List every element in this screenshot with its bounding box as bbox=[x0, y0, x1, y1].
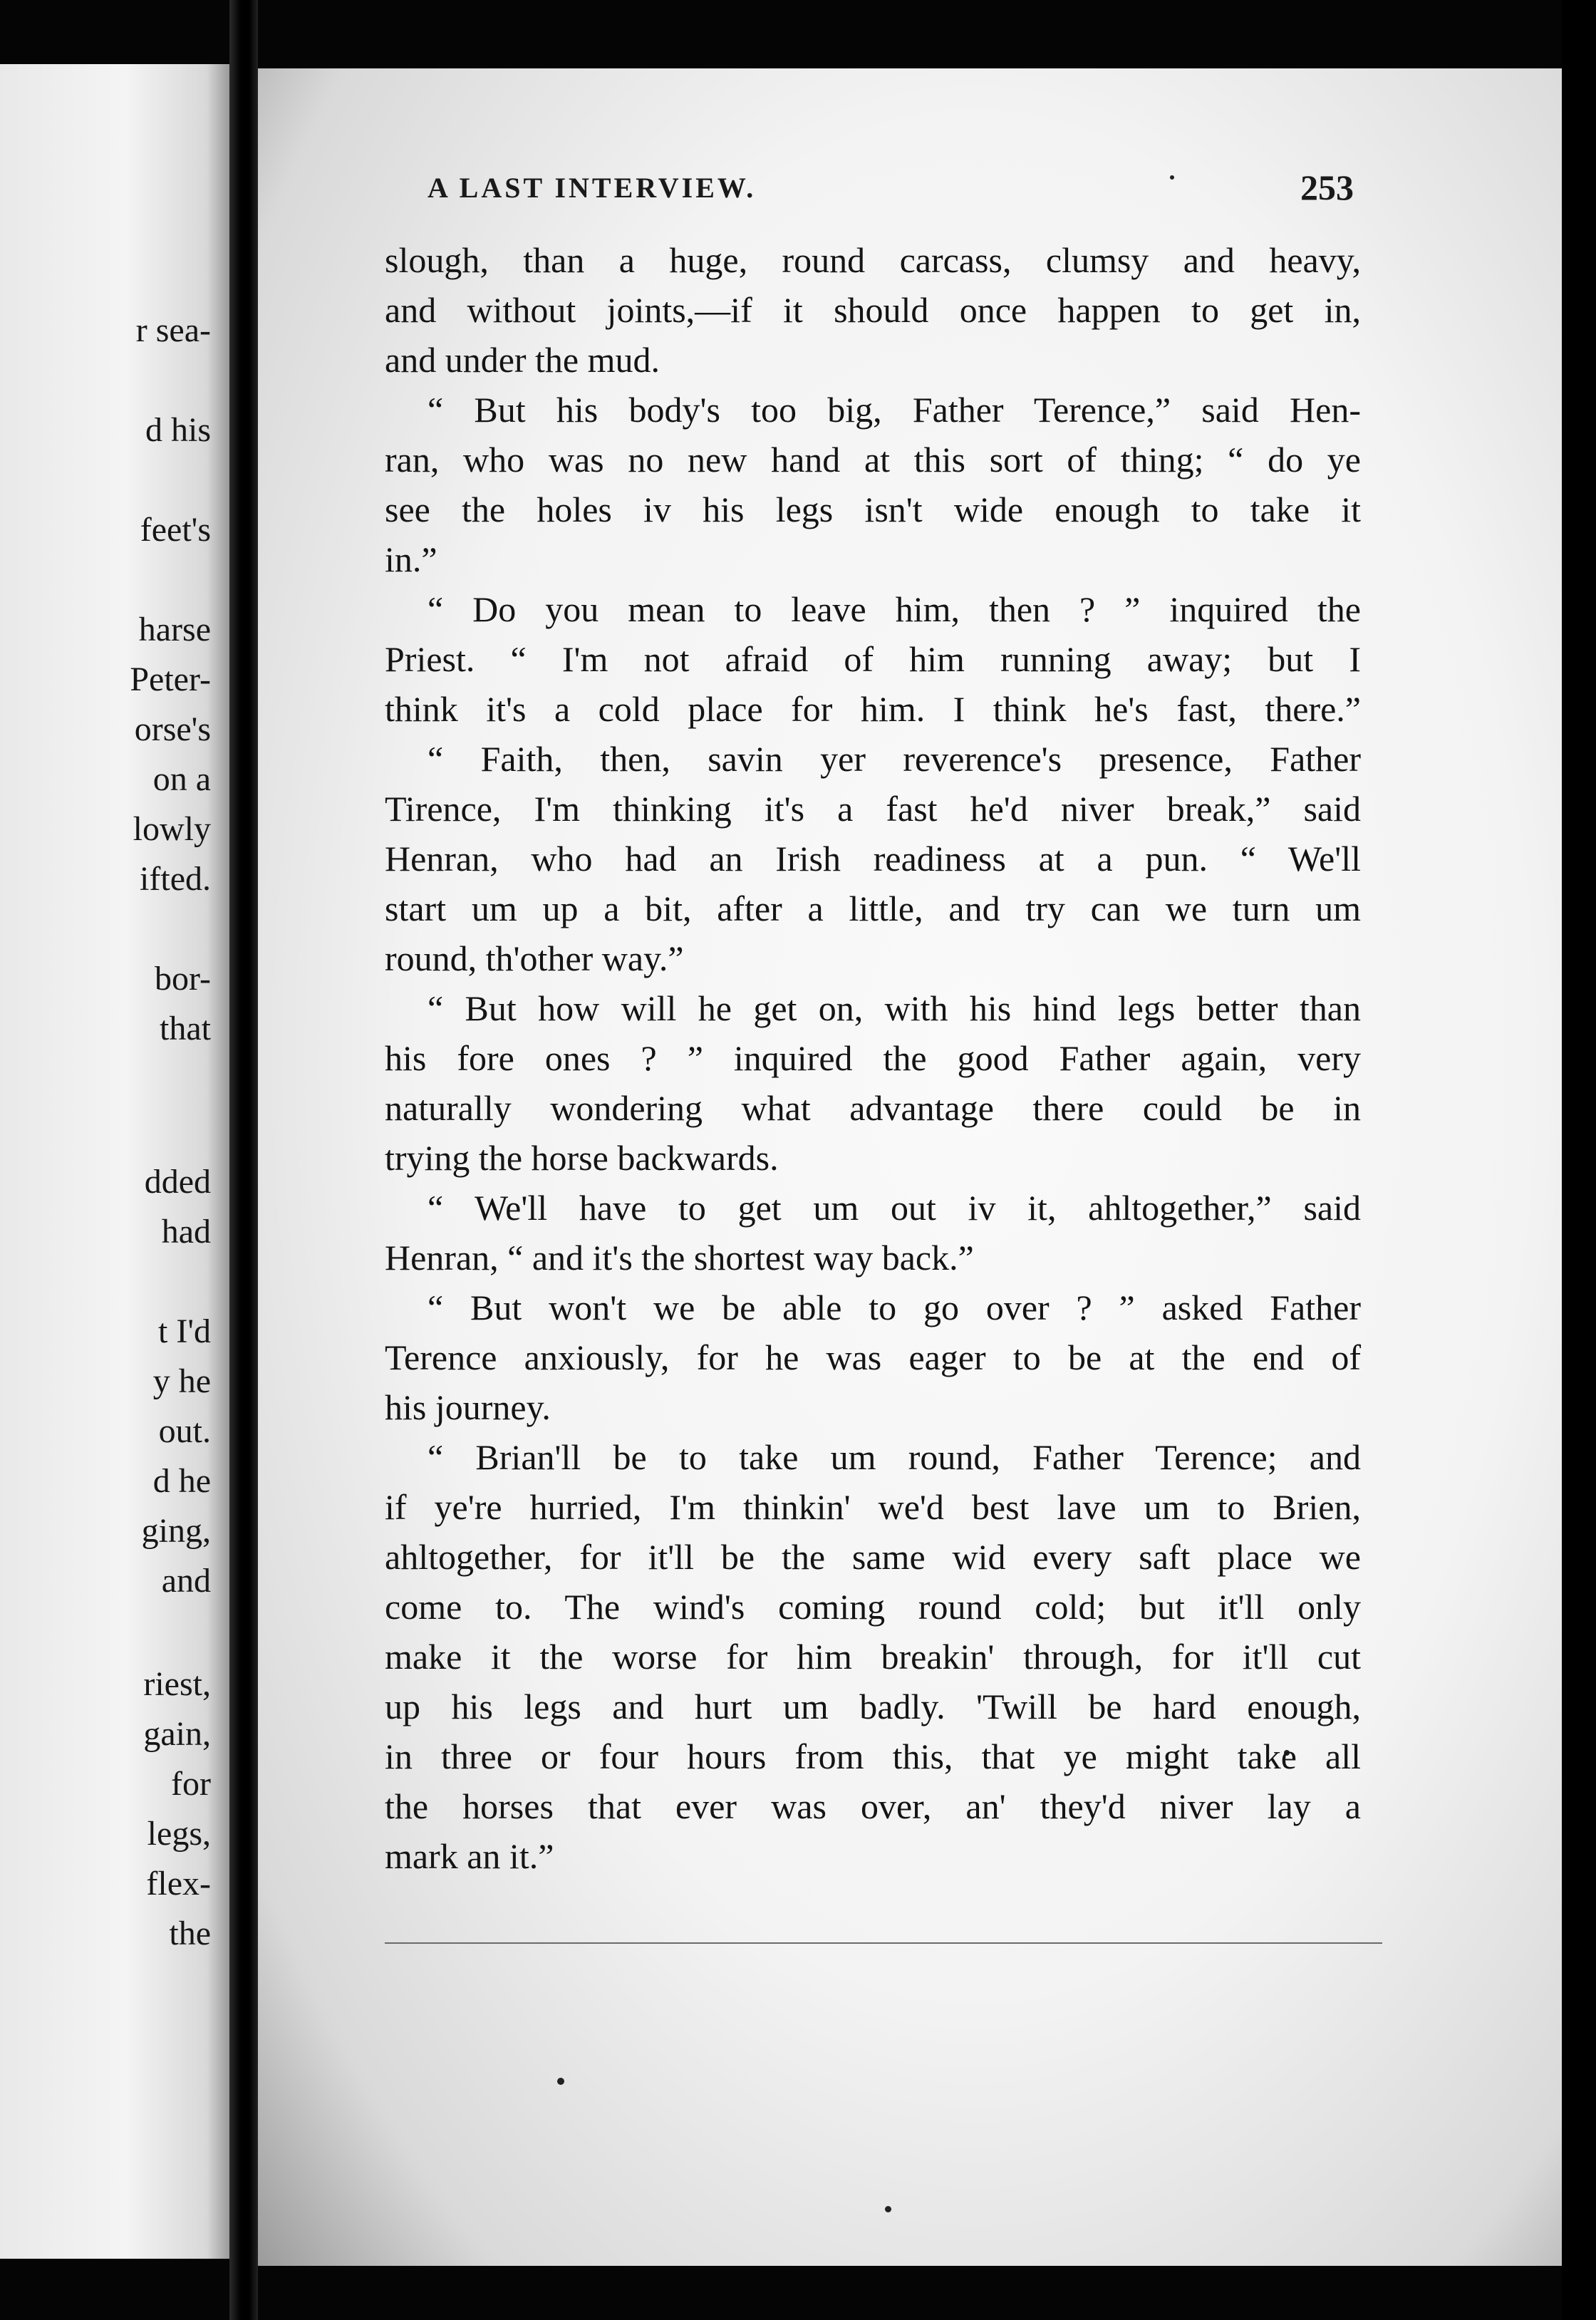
text-line: and under the mud. bbox=[385, 340, 660, 380]
text-line: his journey. bbox=[385, 1387, 551, 1427]
text-line: ahltogether, for it'll be the same wid every saft place we bbox=[385, 1537, 1361, 1577]
text-line: “ But his body's too big, Father Terence,” said Hen- bbox=[428, 390, 1361, 430]
text-line: “ But how will he get on, with his hind legs better than bbox=[428, 988, 1361, 1028]
text-line: Henran, who had an Irish readiness at a pun. “ We'll bbox=[385, 839, 1361, 879]
text-line: Henran, “ and it's the shortest way back.” bbox=[385, 1238, 974, 1278]
left-fragment: Peter- bbox=[130, 661, 211, 698]
text-line: naturally wondering what advantage there could be in bbox=[385, 1088, 1361, 1128]
left-fragment: orse's bbox=[134, 710, 211, 748]
left-fragment: d his bbox=[145, 411, 211, 449]
scan-border bbox=[1562, 0, 1596, 2320]
page-number: 253 bbox=[1300, 167, 1354, 207]
left-fragment: gain, bbox=[143, 1715, 211, 1753]
left-page-edge bbox=[0, 64, 229, 2259]
body-text bbox=[385, 235, 1361, 1881]
text-line: slough, than a huge, round carcass, clumsy and heavy, bbox=[385, 240, 1361, 280]
text-line: ran, who was no new hand at this sort of thing; “ do ye bbox=[385, 440, 1361, 480]
left-fragment: out. bbox=[158, 1412, 211, 1450]
running-header bbox=[428, 167, 1354, 221]
left-fragment: d he bbox=[152, 1462, 211, 1500]
left-fragment: feet's bbox=[140, 511, 211, 549]
left-fragment: harse bbox=[138, 611, 211, 648]
left-fragment: ifted. bbox=[140, 860, 211, 898]
text-line: Tirence, I'm thinking it's a fast he'd niver break,” said bbox=[385, 789, 1361, 829]
print-speck bbox=[885, 2206, 891, 2212]
text-line: trying the horse backwards. bbox=[385, 1138, 779, 1178]
left-fragment: riest, bbox=[143, 1665, 211, 1703]
text-line: mark an it.” bbox=[385, 1836, 554, 1876]
text-line: “ We'll have to get um out iv it, ahltogether,” said bbox=[428, 1188, 1361, 1228]
text-line: “ Brian'll be to take um round, Father Terence; and bbox=[428, 1437, 1361, 1477]
left-fragment: dded bbox=[144, 1163, 211, 1201]
left-fragment: flex- bbox=[146, 1865, 211, 1902]
text-line: and without joints,—if it should once happen to get in, bbox=[385, 290, 1361, 330]
left-fragment: had bbox=[161, 1213, 211, 1250]
text-line: come to. The wind's coming round cold; but it'll only bbox=[385, 1587, 1361, 1627]
text-line: make it the worse for him breakin' through, for it'll cut bbox=[385, 1637, 1361, 1677]
text-line: Priest. “ I'm not afraid of him running away; but I bbox=[385, 639, 1361, 679]
text-line: the horses that ever was over, an' they'd niver lay a bbox=[385, 1786, 1361, 1826]
text-line: “ But won't we be able to go over ? ” asked Father bbox=[428, 1288, 1361, 1327]
text-line: in.” bbox=[385, 539, 437, 579]
text-line: his fore ones ? ” inquired the good Father again, very bbox=[385, 1038, 1361, 1078]
text-line: in three or four hours from this, that ye might take all bbox=[385, 1736, 1361, 1776]
left-fragment: on a bbox=[152, 760, 211, 798]
text-line: see the holes iv his legs isn't wide enough to take it bbox=[385, 490, 1361, 529]
left-fragment: for bbox=[171, 1765, 211, 1803]
left-fragment: legs, bbox=[147, 1815, 211, 1853]
text-line: start um up a bit, after a little, and try can we turn um bbox=[385, 889, 1361, 928]
left-fragment: ging, bbox=[141, 1512, 211, 1550]
text-line: think it's a cold place for him. I think he's fast, there.” bbox=[385, 689, 1361, 729]
text-line: up his legs and hurt um badly. 'Twill be hard enough, bbox=[385, 1687, 1361, 1726]
book-gutter bbox=[229, 0, 258, 2320]
text-line: if ye're hurried, I'm thinkin' we'd best lave um to Brien, bbox=[385, 1487, 1361, 1527]
scan-line-artifact bbox=[385, 1942, 1382, 1944]
left-fragment: y he bbox=[152, 1362, 211, 1400]
left-fragment: and bbox=[161, 1562, 211, 1600]
text-line: round, th'other way.” bbox=[385, 938, 684, 978]
text-line: “ Do you mean to leave him, then ? ” inquired the bbox=[428, 589, 1361, 629]
text-line: “ Faith, then, savin yer reverence's presence, Father bbox=[428, 739, 1361, 779]
left-fragment: the bbox=[169, 1915, 211, 1952]
left-fragment: bor- bbox=[154, 960, 211, 998]
left-fragment: lowly bbox=[133, 810, 211, 848]
left-fragment: t I'd bbox=[158, 1312, 211, 1350]
left-fragment: that bbox=[160, 1010, 211, 1047]
print-speck bbox=[557, 2078, 564, 2085]
text-line: Terence anxiously, for he was eager to be at the end of bbox=[385, 1337, 1361, 1377]
left-fragment: r sea- bbox=[135, 311, 211, 349]
running-title: A LAST INTERVIEW. bbox=[428, 172, 757, 204]
